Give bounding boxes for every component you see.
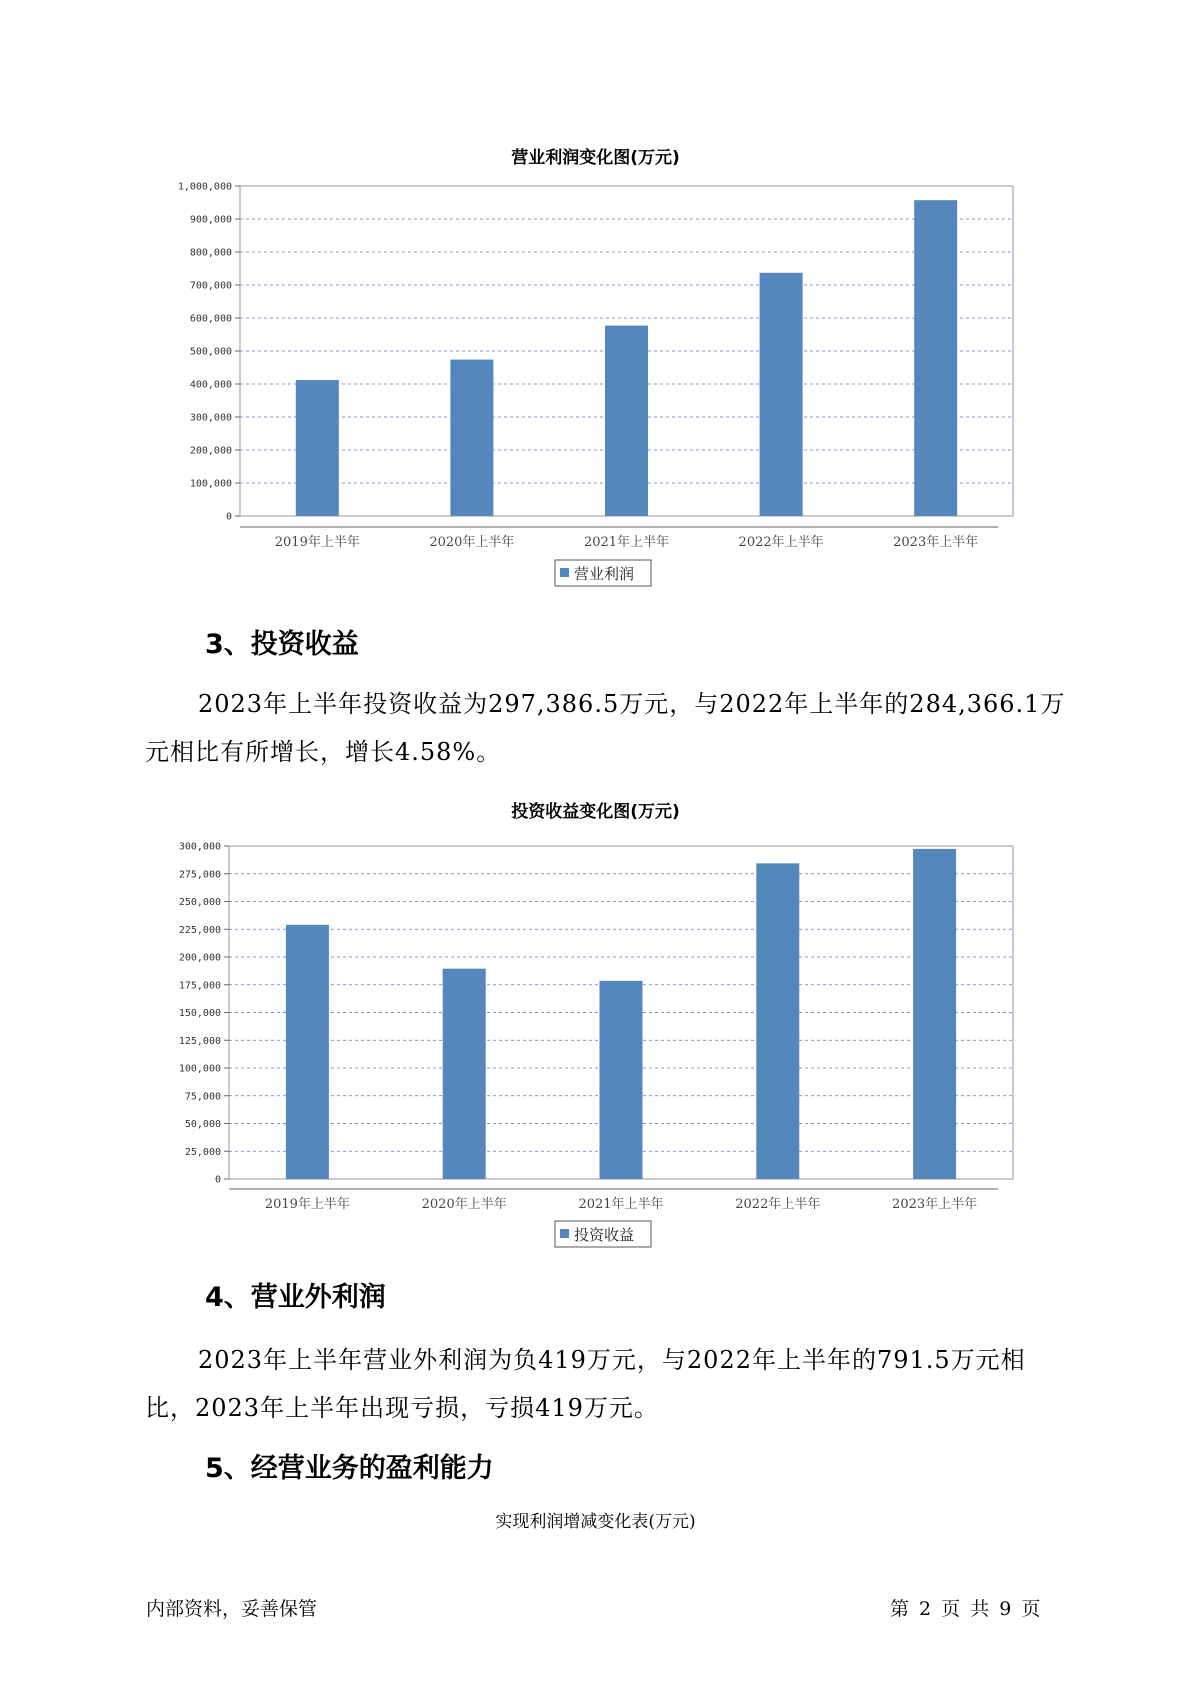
y-tick-label: 900,000: [189, 214, 232, 226]
y-tick-label: 400,000: [189, 379, 232, 391]
bar: [913, 849, 956, 1179]
x-category-label: 2019年上半年: [274, 535, 360, 550]
x-category-label: 2020年上半年: [421, 1197, 507, 1212]
chart2-title: 投资收益变化图(万元): [511, 802, 680, 822]
y-tick-label: 275,000: [178, 869, 221, 881]
x-category-label: 2022年上半年: [738, 535, 824, 550]
x-category-label: 2020年上半年: [429, 535, 515, 550]
legend-swatch: [560, 568, 569, 577]
x-category-label: 2022年上半年: [735, 1197, 821, 1212]
table-caption: 实现利润增减变化表(万元): [495, 1512, 696, 1532]
footer-page-number: 第 2 页 共 9 页: [890, 1598, 1041, 1620]
y-tick-label: 800,000: [189, 247, 232, 259]
bar: [756, 863, 799, 1179]
y-tick-label: 0: [225, 511, 232, 523]
section-3-paragraph: 2023年上半年投资收益为297,386.5万元，与2022年上半年的284,366.1万元相比有所增长，增长4.58%。: [145, 690, 1066, 766]
footer-confidential-note: 内部资料，妥善保管: [146, 1598, 318, 1620]
y-tick-label: 250,000: [178, 897, 221, 908]
bar: [443, 969, 486, 1179]
y-tick-label: 200,000: [189, 445, 232, 457]
y-tick-label: 100,000: [178, 1063, 221, 1075]
bar: [296, 380, 339, 516]
bar: [914, 200, 957, 516]
y-tick-label: 100,000: [189, 478, 232, 490]
x-category-label: 2023年上半年: [892, 1197, 978, 1212]
x-category-label: 2021年上半年: [578, 1197, 664, 1212]
y-tick-label: 175,000: [178, 980, 221, 992]
legend-label: 投资收益: [574, 1226, 635, 1244]
bar: [760, 273, 803, 516]
legend: [555, 560, 651, 586]
investment-income-chart: [0, 820, 1191, 1244]
x-category-label: 2023年上半年: [893, 535, 979, 550]
x-category-label: 2021年上半年: [583, 535, 670, 550]
chart1-title: 营业利润变化图(万元): [511, 148, 680, 168]
y-tick-label: 600,000: [189, 313, 232, 325]
section-4-paragraph: 2023年上半年营业外利润为负419万元，与2022年上半年的791.5万元相比，2023年上半年出现亏损，亏损419万元。: [145, 1346, 1026, 1422]
y-tick-label: 700,000: [189, 280, 232, 292]
y-tick-label: 225,000: [178, 924, 221, 936]
y-tick-label: 0: [214, 1174, 221, 1186]
legend-label: 营业利润: [574, 565, 635, 583]
y-tick-label: 150,000: [178, 1008, 221, 1019]
legend: [555, 1221, 651, 1247]
y-tick-label: 25,000: [184, 1146, 221, 1158]
operating-profit-chart: [0, 160, 1191, 583]
bar: [600, 981, 643, 1179]
bar: [605, 326, 648, 516]
legend-swatch: [560, 1229, 569, 1238]
x-category-label: 2019年上半年: [264, 1197, 350, 1212]
y-tick-label: 300,000: [189, 412, 232, 424]
y-tick-label: 1,000,000: [177, 181, 232, 193]
section-3-heading: 3、投资收益: [205, 629, 359, 660]
y-tick-label: 200,000: [178, 952, 221, 964]
y-tick-label: 50,000: [184, 1119, 221, 1130]
bar: [450, 360, 493, 516]
section-5-heading: 5、经营业务的盈利能力: [205, 1453, 494, 1484]
bar: [286, 925, 329, 1179]
y-tick-label: 125,000: [178, 1035, 221, 1047]
y-tick-label: 300,000: [178, 841, 221, 853]
y-tick-label: 500,000: [189, 346, 232, 358]
section-4-heading: 4、营业外利润: [205, 1282, 386, 1313]
y-tick-label: 75,000: [184, 1091, 221, 1103]
